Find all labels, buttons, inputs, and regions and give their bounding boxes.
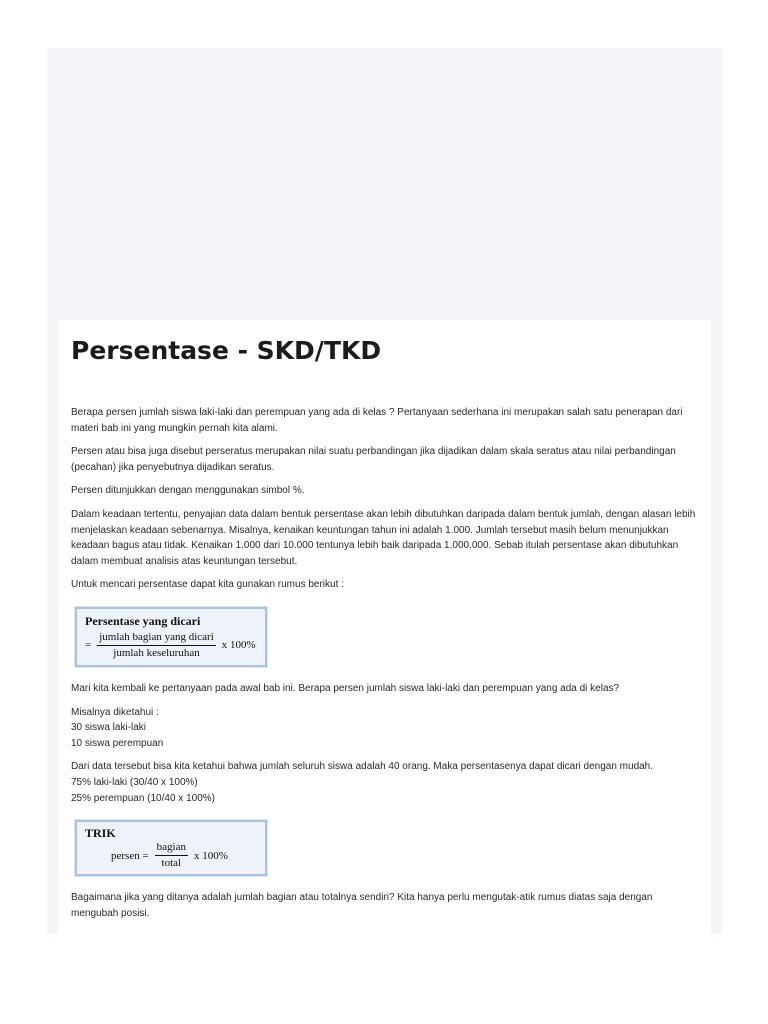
formula-equals: =	[85, 639, 92, 652]
paragraph-intro: Berapa persen jumlah siswa laki-laki dan perempuan yang ada di kelas ? Pertanyaan sederhana ini merupakan salah satu penerapan dari materi bab ini yang mungkin pernah kita alami.	[71, 407, 683, 434]
paragraph-closing: Bagaimana jika yang ditanya adalah jumlah bagian atau totalnya sendiri? Kita hanya perlu mengutak-atik rumus diatas saja dengan mengubah posisi.	[71, 892, 653, 919]
formula-box-title: Persentase yang dicari	[85, 613, 201, 628]
example-male: 30 siswa laki-laki	[71, 722, 147, 734]
trik-multiplier: x 100%	[194, 849, 228, 862]
trik-lhs: persen =	[111, 849, 149, 862]
result-intro: Dari data tersebut bisa kita ketahui bahwa jumlah seluruh siswa adalah 40 orang. Maka persentasenya dapat dicari dengan mudah.	[71, 761, 654, 773]
example-female: 10 siswa perempuan	[71, 737, 164, 749]
trik-numerator: bagian	[155, 841, 188, 856]
result-block	[71, 759, 697, 806]
article-title: Persentase - SKD/TKD	[71, 336, 382, 365]
trik-box-title: TRIK	[85, 826, 116, 841]
paragraph-definition: Persen atau bisa juga disebut perseratus merupakan nilai suatu perbandingan jika dijadikan dalam skala seratus atau nilai perbandingan (pecahan) jika penyebutnya dijadikan seratus.	[71, 446, 676, 473]
example-label: Misalnya diketahui :	[71, 706, 159, 718]
formula-fraction	[97, 631, 216, 660]
article-card	[58, 320, 711, 934]
trik-box	[75, 820, 267, 876]
result-male: 75% laki-laki (30/40 x 100%)	[71, 776, 198, 788]
paragraph-back-question: Mari kita kembali ke pertanyaan pada awal bab ini. Berapa persen jumlah siswa laki-laki dan perempuan yang ada di kelas?	[71, 682, 620, 694]
formula-numerator: jumlah bagian yang dicari	[97, 631, 216, 646]
trik-expression	[111, 841, 265, 870]
formula-denominator: jumlah keseluruhan	[113, 646, 200, 659]
formula-multiplier: x 100%	[221, 639, 256, 652]
paragraph-symbol: Persen ditunjukkan dengan menggunakan simbol %.	[71, 485, 305, 497]
example-block	[71, 705, 697, 752]
paragraph-context: Dalam keadaan tertentu, penyajian data dalam bentuk persentase akan lebih dibutuhkan daripada dalam bentuk jumlah, dengan alasan lebih menjelaskan keadaan sebenarnya. Misalnya, kenaikan keuntungan tahun ini adalah 1.000. Jumlah tersebut masih belum menunjukkan keadaan bagus atau tidak. Kenaikan 1.000 dari 10.000 tentunya lebih baik daripada 1.000.000. Sebab itulah persentase akan dibutuhkan dalam membuat analisis atas keuntungan tersebut.	[71, 508, 696, 567]
result-female: 25% perempuan (10/40 x 100%)	[71, 792, 215, 804]
formula-expression	[85, 631, 265, 660]
formula-box	[75, 607, 267, 667]
trik-fraction	[155, 841, 188, 870]
trik-denominator: total	[161, 857, 182, 870]
paragraph-formula-intro: Untuk mencari persentase dapat kita gunakan rumus berikut :	[71, 579, 344, 591]
